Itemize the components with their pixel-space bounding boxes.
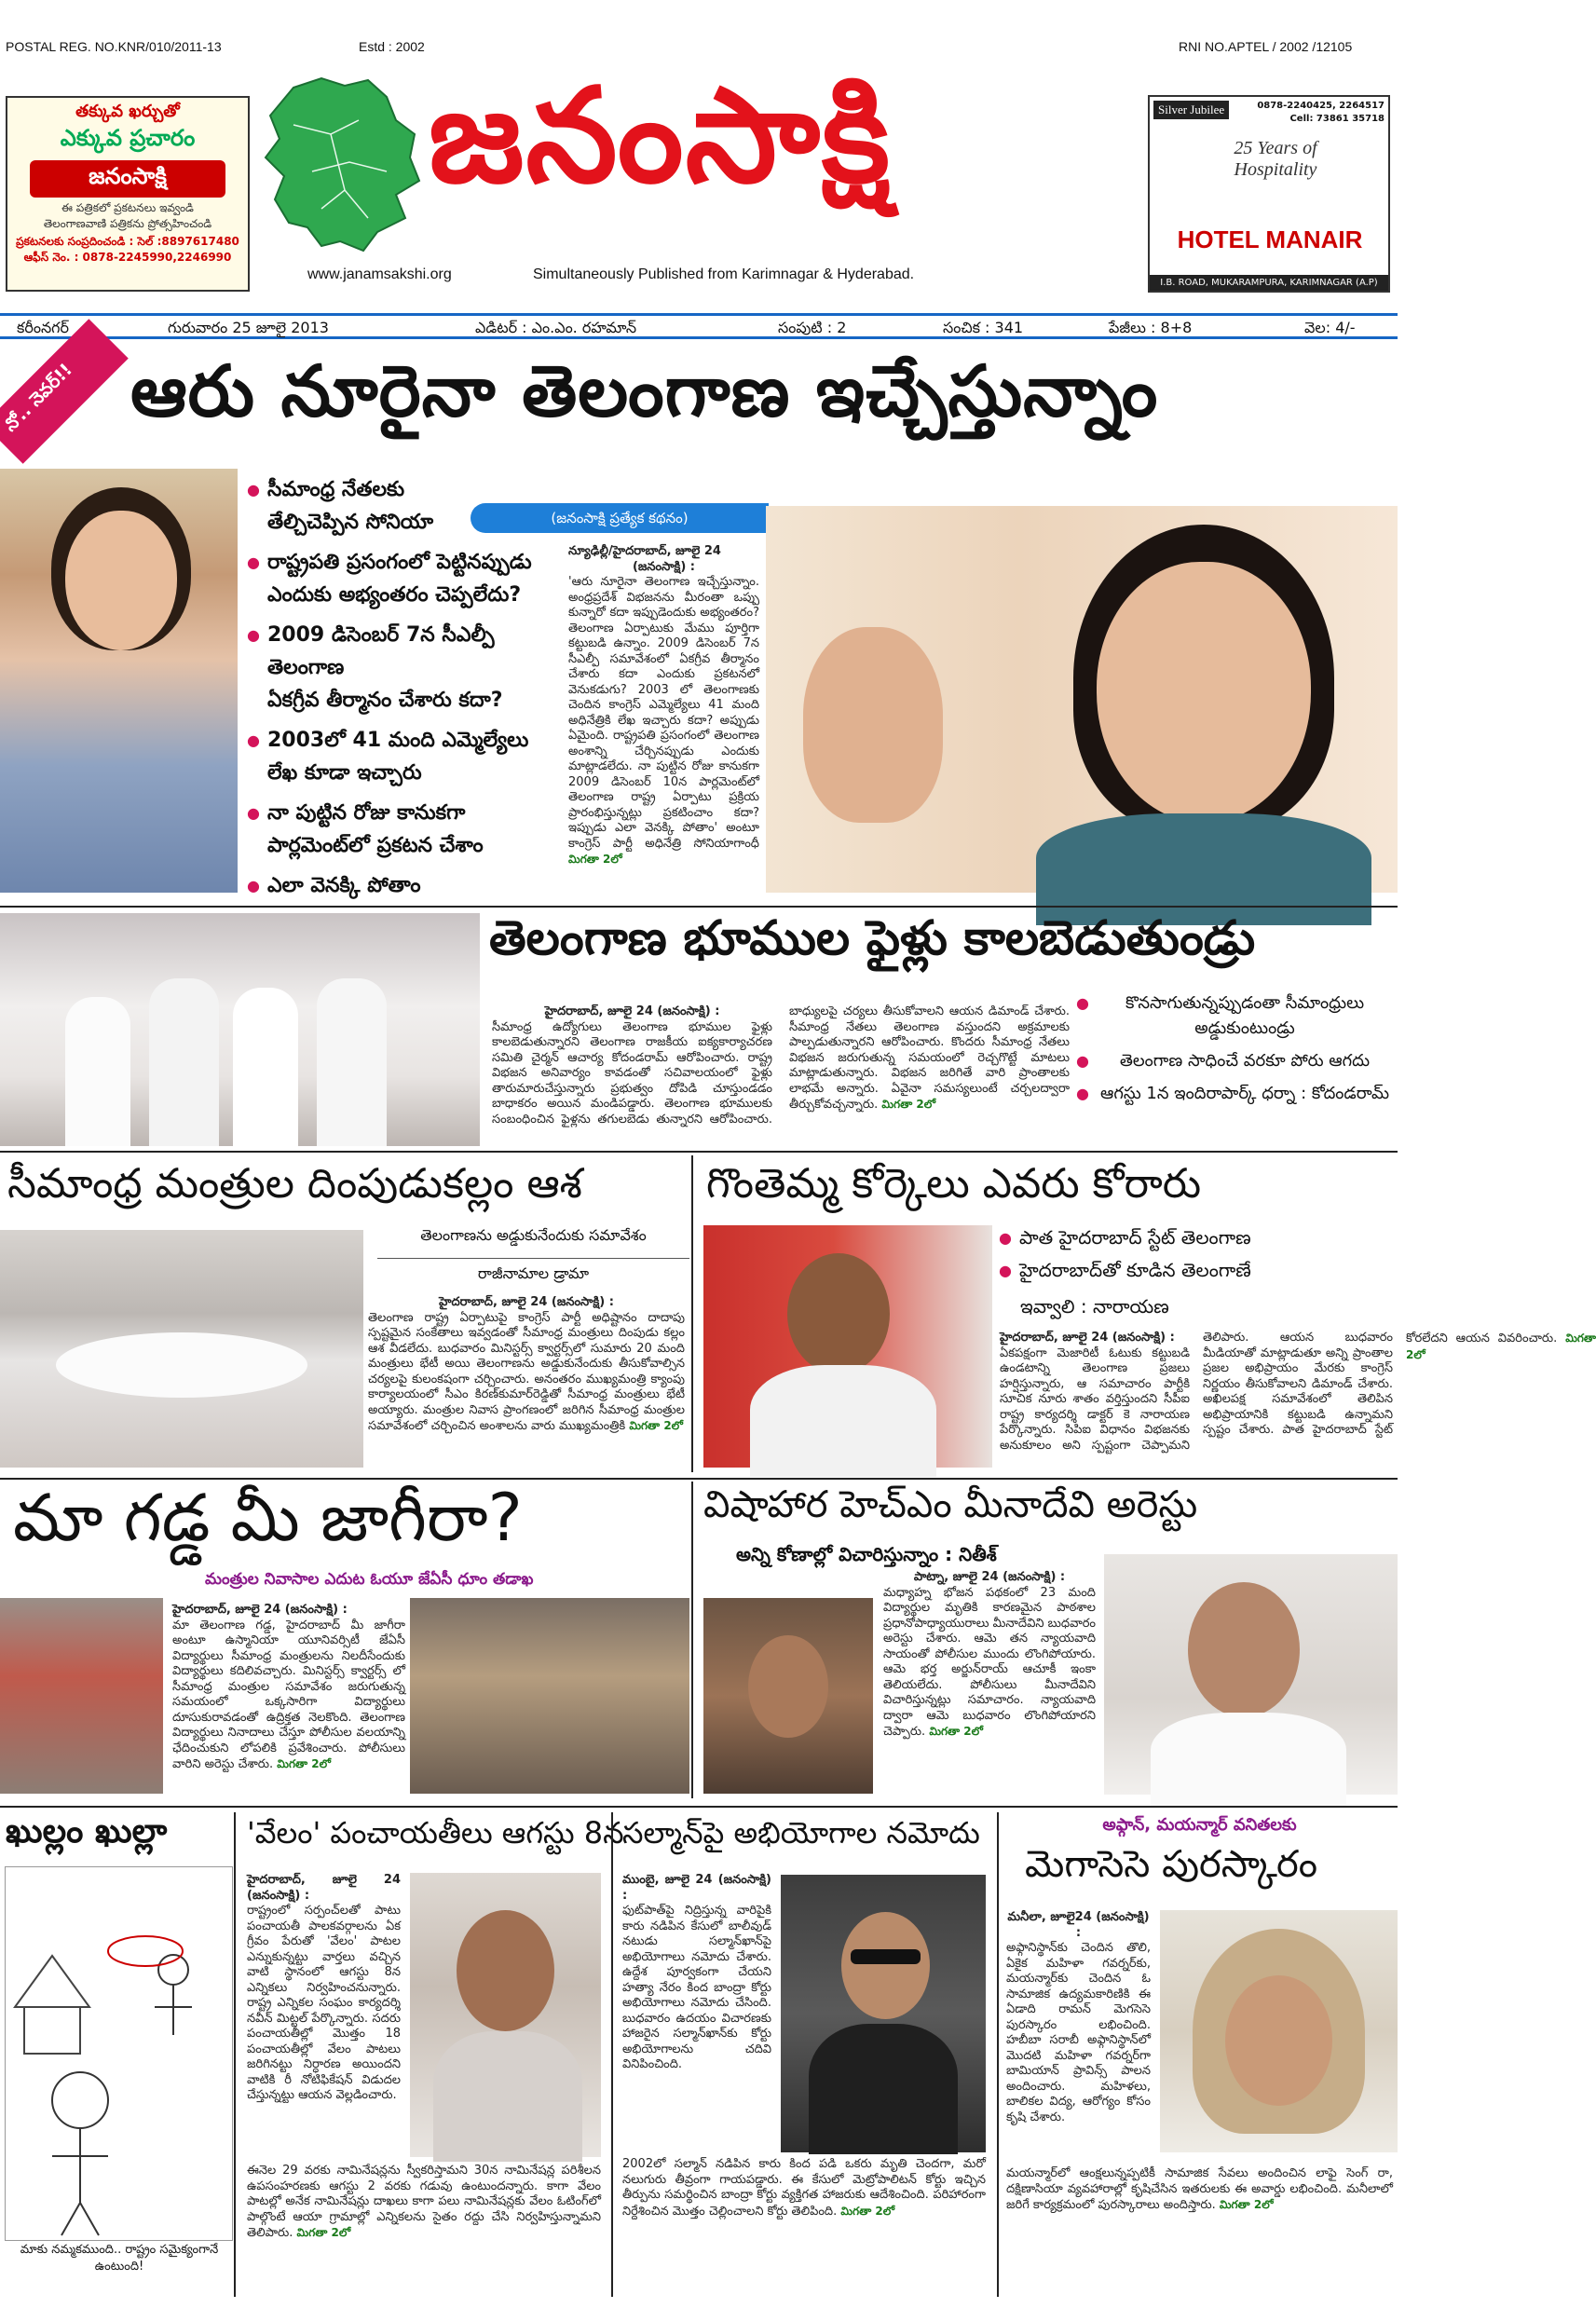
dateline-volume: సంపుటి : 2: [778, 319, 847, 336]
lead-bullet: ● నా పుట్టిన రోజు కానుకగా పార్లమెంట్‌లో ప్రకటన చేశాం: [247, 797, 545, 862]
publication-note: Simultaneously Published from Karimnagar & Hyderabad.: [533, 266, 915, 282]
story8-body-text: ఫుట్‌పాత్‌పై నిద్రిస్తున్న వారిపైకి కారు నడిపిన కేసులో బాలీవుడ్ నటుడు సల్మాన్‌ఖాన్‌పై అభియోగాలు నమోదు చేశారు. ఉద్దేశ పూర్వకంగా చేయని హత్యా నేరం కింద బాంద్రా కోర్టు అభియోగాలు నమోదు చేసింది. బుధవారం ఉదయం విచారణకు హాజరైన సల్మాన్‌ఖాన్‌కు కోర్టు అభియోగాలను చదివి వినిపించింది.: [622, 1904, 771, 2071]
cartoon-panel: [0, 1812, 236, 2297]
divider: [0, 906, 1398, 908]
dateline-issue: సంచిక : 341: [943, 319, 1024, 336]
story2-body: [492, 1004, 1070, 1142]
newspaper-title: జనంసాక్షి: [429, 61, 893, 212]
story9-body-2: [1006, 2166, 1393, 2292]
lead-continued: మిగతా 2లో: [568, 853, 622, 866]
story4-dateline: హైదరాబాద్, జూలై 24 (జనంసాక్షి) :: [1000, 1331, 1175, 1345]
story2-bullet: ● ఆగస్టు 1న ఇందిరాపార్క్ ధర్నా : కోదండరామ్: [1076, 1081, 1393, 1106]
story9-body-text: అఫ్గానిస్థాన్‌కు చెందిన తొలి, ఏకైక మహిళా గవర్నర్‌కు, మయన్మార్‌కు చెందిన ఓ సామాజిక ఉద్యమకారిణికి ఈ ఏడాది రామన్ మెగసెసె పురస్కారం లభించింది. హబీబా సరాబీ అఫ్గానిస్థాన్‌లో మొదటి మహిళా గవర్నర్‌గా బామియాన్ ప్రావిన్స్ పాలన అందించారు. మహిళలు, బాలికల విద్య, ఆరోగ్యం కోసం కృషి చేశారు.: [1006, 1941, 1151, 2124]
cartoon-drawing-icon: [6, 1867, 232, 2240]
column-divider: [611, 1812, 613, 2297]
special-report-text: (జనంసాక్షి ప్రత్యేక కథనం): [551, 510, 689, 526]
lead-body-text: 'ఆరు నూరైనా తెలంగాణ ఇచ్చేస్తున్నాం. అంధ్రప్రదేశ్ విభజనను మీరంతా ఒప్పు కున్నారో కదా ఇప్పుడెందుకు అభ్యంతరం? తెలంగాణ ఏర్పాటుకు మేము పూర్తిగా కట్టుబడి ఉన్నాం. 2009 డిసెంబర్ 7న సీఎల్పీ సమావేశంలో ఏకగ్రీవ తీర్మానం చేశారు కదా ఎందుకు ప్రకటనలో వెనుకడుగు? 2003 లో తెలంగాణకు చెందిన కాంగ్రెస్ ఎమ్మెల్యేలు 41 మంది అధినేత్రికి లేఖ ఇచ్చారు కదా? అప్పుడు ఏమైంది. రాష్ట్రపతి ప్రసంగంలో తెలంగాణ అంశాన్ని చేర్చినప్పుడు ఎందుకు మాట్లాడలేదు. నా పుట్టిన రోజు కానుకగా 2009 డిసెంబర్ 10న పార్లమెంట్‌లో తెలంగాణ రాష్ట్ర ఏర్పాటు ప్రక్రియ ప్రారంభిస్తున్నట్లు ప్రకటించాం కదా? ఇప్పుడు ఎలా వెనక్కి పోతాం' అంటూ కాంగ్రెస్ పార్టీ అధినేత్రి సోనియాగాంధీ: [568, 575, 759, 851]
story7-body-text: రాష్ట్రంలో సర్పంచ్‌లతో పాటు పంచాయతీ పాలకవర్గాలను ఏక గ్రీవం పేరుతో 'వేలం' పాటల ఎన్నుకున్నట్టు వార్తలు వచ్చిన వాటి స్థానంలో ఆగస్టు 8న ఎన్నికలు నిర్వహించనున్నారు. రాష్ట్ర ఎన్నికల సంఘం కార్యదర్శి నవీన్ మిట్టల్ పేర్కొన్నారు. సదరు పంచాయతీల్లో మొత్తం 18 పంచాయతీల్లో వేలం పాటలు జరిగినట్టు నిర్ధారణ అయిందని వాటికి రీ నోటిఫికేషన్ విడుదల చేస్తున్నట్టు ఆయన వెల్లడించారు.: [247, 1904, 401, 2102]
story2-headline: తెలంగాణ భూముల ఫైళ్లు కాలబెడుతుండ్రు: [489, 911, 1256, 966]
ad-silver-jubilee: Silver Jubilee: [1153, 101, 1229, 119]
story3-sub-1: తెలంగాణను అడ్డుకునేందుకు సమావేశం: [420, 1226, 647, 1244]
lead-bullet: ● రాష్ట్రపతి ప్రసంగంలో పెట్టినప్పుడు ఎందుకు అభ్యంతరం చెప్పలేదు?: [247, 546, 545, 611]
story3-dateline: హైదరాబాద్, జూలై 24 (జనంసాక్షి) :: [439, 1295, 614, 1309]
column-divider: [997, 1812, 999, 2297]
story7-body-text-2: ఈనెల 29 వరకు నామినేషన్లను స్వీకరిస్తామని 30న నామినేషన్ల పరిశీలన ఉపసంహరణకు ఆగస్టు 2 వరకు గడువు ఉంటుందన్నారు. కాగా వేలం పాటల్లో అనేక నామినేషన్లు దాఖలు కాగా పలు నామినేషన్లకు వేలం ఓటింగ్‌లో పాల్గొంటే ఆయా గ్రామాల్లో ఎన్నికలను సైతం రద్దు చేసి నిర్వహిస్తున్నామని తెలిపారు.: [247, 2164, 601, 2240]
story6-continued: మిగతా 2లో: [929, 1725, 983, 1738]
dateline-pages: పేజీలు : 8+8: [1109, 319, 1193, 336]
story8-body-text-2: 2002లో సల్మాన్ నడిపిన కారు కింద పడి ఒకరు మృతి చెందగా, మరో నలుగురు తీవ్రంగా గాయపడ్డారు. ఈ కేసులో మెట్రోపాలిటన్ కోర్టు ఇచ్చిన తీర్పును సమర్థించిన బాంద్రా కోర్టు వ్యక్తిగత హాజరుకు ఆదేశించింది. పరిహారంగా నిర్దేశించిన మొత్తం చెల్లించాలని కోర్టు తెలిపింది.: [622, 2157, 986, 2219]
story8-dateline: ముంబై, జూలై 24 (జనంసాక్షి) :: [622, 1873, 771, 1903]
ad-years: 25 Years of Hospitality: [1234, 138, 1317, 180]
story4-headline: గొంతెమ్మ కోర్కెలు ఎవరు కోరారు: [706, 1160, 1202, 1208]
ad-line-4: తెలంగాణవాణి పత్రికను ప్రోత్సహించండి: [43, 217, 212, 230]
lead-headline: ఆరు నూరైనా తెలంగాణ ఇచ్చేస్తున్నాం: [130, 349, 1159, 432]
story3-body-text: తెలంగాణ రాష్ట్ర ఏర్పాటుపై కాంగ్రెస్ పార్టీ అధిష్టానం దాదాపు స్పష్టమైన సంకేతాలు ఇవ్వడంతో సీమాంధ్ర మంత్రులు దింపుడు కల్లం ఆశ వీడలేదు. బుధవారం మినిస్టర్స్ క్వార్టర్స్‌లో సుమారు 20 మంది మంత్రులు భేటీ అయి తెలంగాణను అడ్డుకునేందుకు తీసుకోవాల్సిన చర్యలపై కులంకషంగా చర్చించారు. అనంతరం ముఖ్యమంత్రి క్యాంపు కార్యాలయంలో సీఎం కిరణ్‌కుమార్‌రెడ్డితో సీమాంధ్ర మంత్రులు భేటీ అయ్యారు. మంత్రుల నివాస ప్రాంగణంలో జరిగిన సీమాంధ్ర మంత్రుల సమావేశంలో చర్చించిన అంశాలను వారు ముఖ్యమంత్రికి: [368, 1310, 685, 1433]
sonia-gandhi-photo-left: [0, 469, 238, 893]
story8-body-2: [622, 2157, 986, 2292]
story7-continued: మిగతా 2లో: [296, 2226, 351, 2239]
story6-headline: విషాహార హెచ్‌ఎం మీనాదేవి అరెస్టు: [703, 1483, 1198, 1526]
ad-address: I.B. ROAD, MUKARAMPURA, KARIMNAGAR (A.P): [1150, 275, 1388, 291]
story3-sub-2: రాజీనామాల డ్రామా: [377, 1258, 689, 1286]
lead-tag-text: నో.. నెవర్!!: [0, 359, 76, 436]
story5-continued: మిగతా 2లో: [277, 1757, 331, 1770]
dateline-price: వెల: 4/-: [1304, 319, 1356, 336]
story4-bullet: ● హైదరాబాద్‌తో కూడిన తెలంగాణే: [999, 1258, 1390, 1283]
rni-number: RNI NO.APTEL / 2002 /12105: [1179, 39, 1353, 54]
lead-bullet: ● 2009 డిసెంబర్ 7న సీఎల్పీ తెలంగాణ ఏకగ్రీవ తీర్మానం చేశారు కదా?: [247, 619, 545, 717]
website[interactable]: www.janamsakshi.org: [307, 266, 452, 282]
lead-dateline: న్యూఢిల్లీ/హైదరాబాద్, జూలై 24: [568, 544, 721, 558]
dateline-date: గురువారం 25 జూలై 2013: [168, 319, 329, 336]
nitish-kumar-photo: [1104, 1554, 1398, 1795]
lead-bullet-list: [247, 473, 545, 909]
story2-dateline: హైదరాబాద్, జూలై 24 (జనంసాక్షి) :: [544, 1004, 720, 1018]
story7-dateline: హైదరాబాద్, జూలై 24 (జనంసాక్షి) :: [247, 1873, 401, 1903]
story3-body: [368, 1295, 685, 1468]
story6-body: [883, 1570, 1096, 1794]
cartoon-title: ఖుల్లం ఖుల్లా: [6, 1812, 168, 1850]
ad-line-3: ఈ పత్రికలో ప్రకటనలు ఇవ్వండి: [61, 201, 194, 214]
story4-continued: మిగతా 2లో: [1406, 1332, 1596, 1361]
ad-line-6: ఆఫీస్ నెం. : 0878-2245990,2246990: [23, 251, 232, 264]
cartoon-caption: మాకు నమ్మకముంది.. రాష్ట్రం సమైక్యంగానే ఉంటుంది!: [20, 2243, 219, 2274]
story6-body-text: మధ్యాహ్న భోజన పథకంలో 23 మంది విద్యార్థుల మృతికి కారణమైన పాఠశాల ప్రధానోపాధ్యాయురాలు మీనాదేవిని బుధవారం అరెస్టు చేశారు. ఆమె తన న్యాయవాది సాయంతో పోలీసుల ముందు లొంగిపోయారు. ఆమె భర్త అర్జున్‌రాయ్ ఆచూకీ ఇంకా తెలియలేదు. పోలీసులు మీనాదేవిని విచారిస్తున్నట్లు సమాచారం. న్యాయవాది ద్వారా ఆమె బుధవారం లొంగిపోయారని చెప్పారు.: [883, 1585, 1096, 1739]
story6-dateline: పాట్నా, జూలై 24 (జనంసాక్షి) :: [913, 1570, 1066, 1584]
story2-bullet-list: [1076, 990, 1393, 1113]
ad-line-5: ప్రకటనలకు సంప్రదించండి : సెల్ :8897617480: [16, 235, 239, 248]
story9-continued: మిగతా 2లో: [1219, 2198, 1274, 2211]
column-divider: [691, 1482, 693, 1798]
story9-kicker: అఫ్గాన్, మయన్మార్ వనితలకు: [1102, 1815, 1297, 1835]
ad-phone: 0878-2240425, 2264517: [1257, 101, 1385, 111]
established-year: Estd : 2002: [359, 39, 425, 54]
postal-reg: POSTAL REG. NO.KNR/010/2011-13: [6, 39, 222, 54]
habiba-sarabi-photo: [1160, 1910, 1398, 2152]
story4-bullet: ● పాత హైదరాబాద్ స్టేట్ తెలంగాణ: [999, 1225, 1390, 1250]
story2-continued: మిగతా 2లో: [881, 1098, 936, 1111]
story2-bullet: ● తెలంగాణ సాధించే వరకూ పోరు ఆగదు: [1076, 1048, 1393, 1073]
story4-bullet-list: [999, 1225, 1390, 1291]
story7-headline: 'వేలం' పంచాయతీలు ఆగస్టు 8న: [247, 1815, 624, 1850]
story9-body: [1006, 1910, 1151, 2162]
dateline-editor: ఎడిటర్ : ఎం.ఎం. రహమాన్: [475, 319, 637, 336]
divider: [0, 1151, 1398, 1153]
lead-source: (జనంసాక్షి) :: [632, 559, 696, 574]
story3-continued: మిగతా 2లో: [629, 1419, 684, 1432]
ad-line-2: ఎక్కువ ప్రచారం: [60, 125, 196, 151]
special-report-label: [471, 503, 769, 533]
story4-byline: ఇవ్వాలి : నారాయణ: [1020, 1295, 1169, 1318]
meena-devi-photo: [703, 1598, 873, 1794]
lead-bullet: ● 2003లో 41 మంది ఎమ్మెల్యేలు లేఖ కూడా ఇచ్చారు: [247, 724, 545, 789]
story4-body: [1000, 1331, 1596, 1468]
telangana-map-icon: [256, 69, 424, 255]
police-arrest-photo: [410, 1598, 689, 1794]
story8-headline: సల్మాన్‌పై అభియోగాల నమోదు: [622, 1815, 980, 1850]
story9-dateline: మనీలా, జూలై24 (జనంసాక్షి) :: [1007, 1910, 1150, 1940]
story8-body: [622, 1873, 771, 2152]
ad-line-1: తక్కువ ఖర్చుతో: [75, 102, 180, 121]
story7-body-2: [247, 2164, 601, 2294]
kodandaram-protest-photo: [0, 913, 480, 1146]
cartoon-illustration: [5, 1866, 233, 2241]
story3-headline: సీమాంధ్ర మంత్రుల దింపుడుకల్లం ఆశ: [7, 1160, 582, 1208]
ad-hotel-name: HOTEL MANAIR: [1177, 225, 1363, 253]
divider: [0, 1806, 1398, 1808]
ad-brand: జనంసాక్షి: [30, 160, 225, 198]
sonia-gandhi-photo-right: [766, 506, 1398, 893]
story2-bullet: ● కొనసాగుతున్నప్పుడంతా సీమాంధ్రులు అడ్డుకుంటుండ్రు: [1076, 990, 1393, 1041]
story2-body-text: సీమాంధ్ర ఉద్యోగులు తెలంగాణ భూముల ఫైళ్లు కాలబెడుతున్నారని తెలంగాణ రాజకీయ ఐక్యకార్యాచరణ సమితి చైర్మన్ ఆచార్య కోదండరామ్ ఆరోపించారు. రాష్ట్ర విభజన అనివార్యం కావడంతో సచివాలయంలో ఫైళ్లు తారుమారుచేస్తున్నారు ప్రభుత్వం దోపిడి చూస్తుండడం బాధాకరం అయిన మండిపడ్డారు. తెలంగాణ భూములకు సంబంధించిన ఫైళ్లను తగులబెడు తున్నారని ఆరోపించారు. బాధ్యులపై చర్యలు తీసుకోవాలని ఆయన డిమాండ్ చేశారు. సీమాంధ్ర నేతలు తెలంగాణ వస్తుందని అక్రమాలకు పాల్పడుతున్నారని ఆరోపించారు. కొందరు సీమాంధ్ర నేతలు విభజన జరుగుతున్న సమయంలో రెచ్చగొట్టే మాటలు మాట్లాడుతున్నారు. విభజన జరిగితే వారి ప్రాంతాలకు లాభమే అన్నారు. ఏవైనా సమస్యలుంటే చర్చలద్వారా తీర్చుకోవచ్చన్నారు.: [492, 1004, 1070, 1127]
ad-cell: Cell: 73861 35718: [1289, 114, 1385, 124]
story4-body-text: ఏకపక్షంగా మెజారిటీ ఓటుకు కట్టుబడి ఉండటాన్ని తెలంగాణ ప్రజలు హర్షిస్తున్నారు, ఆ సమాచారం పార్టీకి సూచిక నూరు శాతం వర్తిస్తుందని సీపీఐ రాష్ట్ర కార్యదర్శి డాక్టర్ కె నారాయణ పేర్కొన్నారు. సిపిఐ విధానం విభజనకు అనుకూలం అని స్పష్టంగా చెప్పామని తెలిపారు. ఆయన బుధవారం మీడియాతో మాట్లాడుతూ అన్ని ప్రాంతాల ప్రజల అభిప్రాయం మేరకు కాంగ్రెస్ నిర్ణయం తీసుకోవాలని డిమాండ్ చేశారు. అఖిలపక్ష సమావేశంలో తెలిపిన అభిప్రాయానికి కట్టుబడి ఉన్నామని స్పష్టం చేశారు. పాత హైదరాబాద్ స్టేట్ కోరలేదని ఆయన వివరించారు.: [1000, 1331, 1558, 1453]
naveen-mittal-photo: [410, 1873, 601, 2157]
left-advertisement: [6, 96, 250, 292]
story5-dateline: హైదరాబాద్, జూలై 24 (జనంసాక్షి) :: [172, 1603, 348, 1617]
story5-sub: మంత్రుల నివాసాల ఎదుట ఓయూ జేఏసీ ధూం తడాఖ: [205, 1570, 534, 1589]
lead-bullet: ● ఎలా వెనక్కి పోతాం: [247, 869, 545, 902]
story5-body: [172, 1603, 405, 1794]
salman-khan-photo: [781, 1875, 986, 2152]
story5-body-text: మా తెలంగాణ గడ్డ, హైదరాబాద్ మీ జాగీరా అంటూ ఉస్మానియా యూనివర్సిటీ జేఏసీ విద్యార్థులు సీమాంధ్ర మంత్రులను నిలదీసేందుకు విద్యార్థులు కదిలివచ్చారు. మినిస్టర్స్ క్వార్టర్స్ లో సీమాంధ్ర మంత్రుల సమావేశం జరుగుతున్న సమయంలో ఒక్కసారిగా విద్యార్థులు దూసుకురావడంతో ఉద్రిక్తత నెలకొంది. తెలంగాణ విద్యార్థులు నినాదాలు చేస్తూ పోలీసుల వలయాన్ని ఛేదించుకుని లోపలికి ప్రవేశించారు. పోలీసులు వారిని అరెస్టు చేశారు.: [172, 1618, 405, 1771]
dateline-bar: [0, 313, 1398, 339]
story7-body: [247, 1873, 401, 2162]
story5-headline: మా గడ్డ మీ జాగీరా?: [13, 1480, 523, 1556]
ou-jac-protest-photo: [0, 1598, 163, 1794]
story9-headline: మెగాసెసె పురస్కారం: [1025, 1843, 1318, 1886]
lead-body: [568, 544, 759, 889]
seemandhra-ministers-meeting-photo: [0, 1230, 363, 1468]
story8-continued: మిగతా 2లో: [840, 2204, 895, 2218]
story9-body-text-2: మయన్మార్‌లో ఆంక్షలున్నప్పటికీ సామాజిక సేవలు అందించిన లాఫై సెంగ్ రా, దక్షిణాసియా వ్యవహారాల్లో కృషిచేసిన ఇతరులకు ఈ అవార్డు లభించింది. మనీలాలో జరిగే కార్యక్రమంలో పురస్కారాలు అందిస్తారు.: [1006, 2166, 1393, 2212]
narayana-photo: [703, 1225, 992, 1468]
story6-sub: అన్ని కోణాల్లో విచారిస్తున్నాం : నితీశ్: [736, 1543, 997, 1565]
column-divider: [691, 1155, 693, 1472]
dateline-city: కరీంనగర్: [17, 319, 70, 336]
lead-bullet: ● సీమాంధ్ర నేతలకు తేల్చిచెప్పిన సోనియా: [247, 473, 545, 539]
right-advertisement: [1148, 95, 1390, 293]
